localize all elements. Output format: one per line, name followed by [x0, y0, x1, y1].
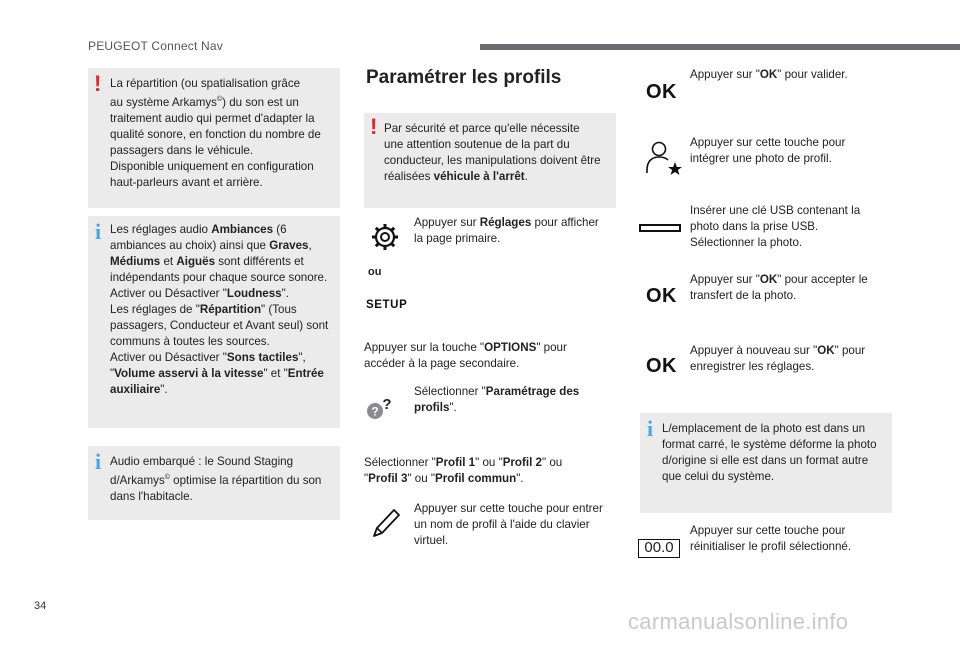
warning-box-safety — [364, 113, 616, 208]
step-accept-text: Appuyer sur "OK" pour accepter le transfert de la photo. — [690, 273, 868, 302]
warning-text: La répartition (ou spatialisation grâce au système Arkamys©) du son est un traitement audio qui permet d'adapter la qualité sonore, en fonction du nombre de passagers dans le véhicule. Disponible uniquement en configuration haut-parleurs avant et arrière. — [110, 77, 321, 189]
step-select-profile-text: Sélectionner "Profil 1" ou "Profil 2" ou "Profil 3" ou "Profil commun". — [364, 456, 563, 485]
usb-slot-icon — [639, 224, 681, 232]
svg-text:?: ? — [371, 404, 379, 419]
warning-mark: ! — [94, 71, 102, 96]
step-save-text: Appuyer à nouveau sur "OK" pour enregistrer les réglages. — [690, 344, 866, 373]
warning-box-spatialisation — [88, 68, 340, 208]
lcd-reset-icon[interactable]: 00.0 — [638, 539, 680, 558]
ok-button[interactable]: OK — [646, 285, 677, 307]
ok-button[interactable]: OK — [646, 355, 677, 377]
info-box-sound-staging — [88, 446, 340, 520]
step-profile-photo-text: Appuyer sur cette touche pour intégrer une photo de profil. — [690, 136, 846, 165]
info-mark: i — [95, 449, 102, 474]
header-title: PEUGEOT Connect Nav — [88, 39, 223, 53]
page-number: 34 — [34, 600, 47, 612]
header-bar — [480, 44, 960, 50]
warning-mark: ! — [370, 114, 378, 139]
step-validate-text: Appuyer sur "OK" pour valider. — [690, 68, 848, 81]
warning-text: Par sécurité et parce qu'elle nécessite une attention soutenue de la part du conducteur, les manipulations doivent être réalisées véhicule à l'arrêt. — [384, 122, 601, 183]
section-title: Paramétrer les profils — [366, 67, 562, 88]
info-text: Audio embarqué : le Sound Staging d/Arkamys© optimise la répartition du son dans l'habitacle. — [110, 455, 322, 503]
setup-button[interactable]: SETUP — [366, 299, 408, 311]
watermark: carmanualsonline.info — [628, 609, 849, 634]
gear-icon[interactable] — [370, 222, 400, 252]
step-options-text: Appuyer sur la touche "OPTIONS" pour accéder à la page secondaire. — [364, 341, 567, 370]
help-icon[interactable] — [366, 396, 396, 422]
svg-text:?: ? — [382, 396, 392, 413]
info-box-audio-settings — [88, 216, 340, 428]
or-label: ou — [368, 266, 382, 278]
info-mark: i — [95, 219, 102, 244]
info-text: Les réglages audio Ambiances (6 ambiances au choix) ainsi que Graves, Médiums et Aiguës sont différents et indépendants pour chaque source sonore. Activer ou Désactiver "Loudness". Les réglages de "Répartition" (Tous passagers, Conducteur et Avant seul) sont communs à toutes les sources. Activer ou Désactiver "Sons tactiles", "Volume asservi à la vitesse" et "Entrée auxiliaire". — [110, 223, 329, 396]
step-profile-settings-text: Sélectionner "Paramétrage des profils". — [414, 385, 580, 414]
info-mark: i — [647, 416, 654, 441]
pencil-icon[interactable] — [370, 506, 402, 540]
profile-star-icon[interactable] — [644, 138, 684, 178]
step-usb-text: Insérer une clé USB contenant la photo dans la prise USB. Sélectionner la photo. — [690, 204, 861, 249]
info-text: L/emplacement de la photo est dans un format carré, le système déforme la photo d/origine si elle est dans un format autre que celui du système. — [662, 422, 877, 483]
info-box-photo-format — [640, 413, 892, 513]
step-profile-name-text: Appuyer sur cette touche pour entrer un nom de profil à l'aide du clavier virtuel. — [414, 502, 603, 547]
ok-button[interactable]: OK — [646, 81, 677, 103]
step-reset-text: Appuyer sur cette touche pour réinitialiser le profil sélectionné. — [690, 524, 852, 553]
step-settings-text: Appuyer sur Réglages pour afficher la page primaire. — [414, 216, 599, 245]
